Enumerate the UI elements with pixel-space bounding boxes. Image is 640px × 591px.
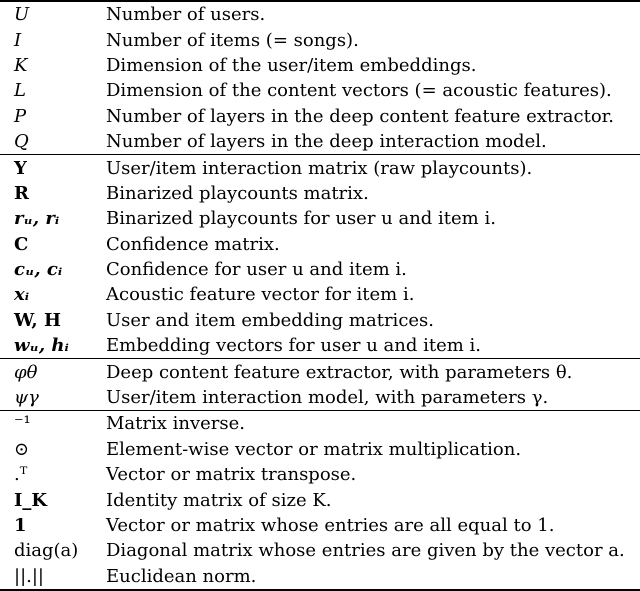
notation-symbol: P [14, 105, 27, 127]
notation-symbol: .ᵀ [14, 464, 28, 486]
notation-description: Dimension of the content vectors (= acoustic features). [106, 80, 612, 102]
notation-row [0, 538, 640, 563]
notation-row [0, 27, 640, 52]
notation-row [0, 2, 640, 27]
notation-symbol: Y [14, 157, 27, 179]
notation-symbol: rᵤ, rᵢ [14, 208, 60, 230]
notation-description: Dimension of the user/item embeddings. [106, 54, 477, 76]
notation-row [0, 155, 640, 180]
notation-symbol: I [14, 29, 22, 51]
notation-description: Embedding vectors for user u and item i. [106, 335, 481, 357]
notation-symbol: Q [14, 131, 29, 153]
notation-row [0, 181, 640, 206]
notation-description: Number of users. [106, 4, 266, 26]
notation-symbol: ⊙ [14, 438, 30, 460]
notation-description: Vector or matrix whose entries are all equal to 1. [106, 515, 555, 536]
notation-row [0, 513, 640, 538]
notation-row [0, 308, 640, 333]
notation-description: Matrix inverse. [106, 413, 246, 435]
notation-row [0, 282, 640, 307]
notation-symbol: xᵢ [14, 284, 30, 306]
notation-row [0, 564, 640, 589]
notation-symbol: ψγ [14, 387, 39, 409]
notation-row [0, 411, 640, 436]
notation-row [0, 333, 640, 358]
notation-symbol: I_K [14, 489, 48, 511]
notation-description: Confidence matrix. [106, 233, 280, 255]
notation-row [0, 53, 640, 78]
group-matrices [0, 155, 640, 358]
notation-symbol: C [14, 233, 29, 255]
notation-row [0, 462, 640, 487]
notation-description: Diagonal matrix whose entries are given by the vector a. [106, 540, 625, 562]
notation-symbol: R [14, 182, 29, 204]
group-dimensions [0, 2, 640, 154]
notation-symbol: L [14, 80, 26, 102]
notation-symbol: U [14, 4, 30, 26]
notation-description: User and item embedding matrices. [106, 309, 435, 331]
notation-description: Number of items (= songs). [106, 29, 359, 51]
notation-description: Number of layers in the deep interaction model. [106, 131, 547, 153]
notation-symbol: cᵤ, cᵢ [14, 259, 63, 281]
notation-symbol: diag(a) [14, 540, 79, 562]
notation-symbol: φθ [14, 361, 38, 383]
notation-row [0, 206, 640, 231]
notation-description: Element-wise vector or matrix multiplication. [106, 438, 522, 460]
notation-symbol: wᵤ, hᵢ [14, 335, 69, 357]
notation-description: Acoustic feature vector for item i. [106, 284, 415, 306]
notation-symbol: ⁻¹ [14, 413, 31, 435]
notation-row [0, 104, 640, 129]
notation-row [0, 129, 640, 154]
group-models [0, 359, 640, 410]
notation-symbol: K [14, 54, 28, 76]
notation-row [0, 257, 640, 282]
notation-row [0, 232, 640, 257]
notation-symbol: ||.|| [14, 565, 44, 587]
notation-description: Binarized playcounts matrix. [106, 182, 369, 204]
group-operators [0, 411, 640, 589]
notation-row [0, 437, 640, 462]
notation-row [0, 359, 640, 384]
notation-description: Vector or matrix transpose. [106, 464, 357, 486]
notation-description: Euclidean norm. [106, 565, 257, 587]
notation-row [0, 385, 640, 410]
notation-description: User/item interaction matrix (raw playcounts). [106, 157, 533, 179]
notation-description: Confidence for user u and item i. [106, 259, 407, 281]
notation-description: Number of layers in the deep content feature extractor. [106, 105, 615, 127]
notation-row [0, 78, 640, 103]
notation-row [0, 487, 640, 512]
notation-description: Binarized playcounts for user u and item i. [106, 208, 496, 230]
notation-description: User/item interaction model, with parameters γ. [106, 387, 549, 409]
notation-description: Deep content feature extractor, with parameters θ. [106, 361, 573, 383]
notation-symbol: 1 [14, 515, 27, 536]
notation-description: Identity matrix of size K. [106, 489, 332, 511]
notation-symbol: W, H [14, 309, 61, 331]
